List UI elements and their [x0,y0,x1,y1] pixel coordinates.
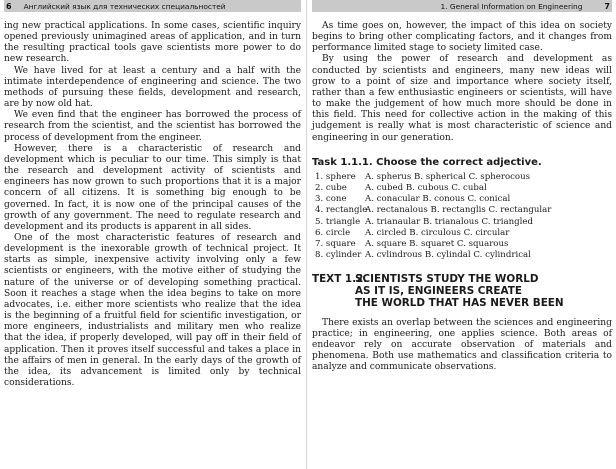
task-word: 2. cube [315,183,347,194]
task-options: A. cubed B. cubous C. cubal [365,183,487,194]
left-paragraph-4: However, there is a characteristic of research and development which is peculiar to our time. This simply is that the research and development activity of scientists and engineers has now grown to such proportions that it is a major concern of all citizens. It is something big enough to be governed. In fact, it is now one of the principal causes of the growth of any government. The need to regulate research and development and its products is apparent in all sides. [4,143,301,232]
task-item [312,228,612,239]
task-item [312,183,612,194]
task-item [312,217,612,228]
left-paragraph-1: ing new practical applications. In some cases, scientific inquiry opened previously unimagined areas of application, and in turn the resulting practical tools gave scientists more power to do new research. [4,21,301,65]
section-heading [312,273,612,310]
task-list [312,172,612,262]
task-options: A. cvlindrous B. cylindal C. cylindrical [365,250,531,261]
task-options: A. trianaular B. trianalous C. triangled [365,216,534,227]
section-title-line-3: THE WORLD THAT HAS NEVER BEEN [355,297,564,310]
task-item [312,172,612,183]
task-word: 6. circle [315,227,351,238]
task-options: A. spherus B. spherical C. spherocous [365,171,531,182]
task-heading: Task 1.1.1. Choose the correct adjective. [312,156,542,168]
task-word: 5. triangle [315,216,361,227]
right-paragraph-2: By using the power of research and development as conducted by scientists and engineers, many new ideas will grow to a point of size and importance where society itself, rather than a few enthusiastic engineers or scientists, will have to make the judgement of how much more should be done in this field. This need for collective action in the making of this judgement is really what is most characteristic of science and engineering in our generation. [312,54,612,143]
task-item [312,250,612,261]
task-options: A. circled B. circulous C. circular [365,227,510,238]
task-word: 8. cylinder [315,250,362,261]
task-item [312,239,612,250]
left-page-number: 6 [6,1,12,11]
left-paragraph-3: We even find that the engineer has borrowed the process of research from the scientist, and the scientist has borrowed the process of development from the engineer. [4,110,301,143]
task-options: A. square B. squaret C. squarous [365,239,509,250]
task-word: 4. rectangle [315,205,368,216]
left-running-title: Английский язык для технических специальностей [23,1,226,11]
section-title [352,273,612,310]
left-paragraph-5: One of the most characteristic features of research and development is the inexorable growth of technical project. It starts as simple, inexpensive activity involving only a few scientists or engineers, with the motive either of studying the nature of the universe or of developing something practical. Soon it reaches a stage when the idea begins to take on more advocates, i.e. either more scientists who realize that the idea is the beginning of a fruitful field for scientific investigation, or more engineers, industrialists and military men who realize that the idea, if properly developed, will pay off in their field of application. Then it proves itself successful and takes a place in the affairs of men in general. In the early days of the growth of the idea, its advancement is limited only by technical considerations. [4,232,301,388]
right-running-title: 1. General Information on Engineering [440,1,583,11]
left-running-head [4,0,301,12]
page-gutter [306,0,307,469]
right-page [312,0,612,469]
right-running-head [312,0,612,12]
task-word: 3. cone [315,194,347,205]
left-paragraph-2: We have lived for at least a century and a half with the intimate interdependence of engineering and science. The two methods of pursuing these fields, development and research, are by now old hat. [4,65,301,110]
task-item [312,205,612,216]
right-body-text [312,21,612,374]
task-options: A. rectanalous B. rectanglis C. rectangular [365,205,552,216]
section-paragraph: There exists an overlap between the sciences and engineering practice; in engineering, one applies science. Both areas of endeavor rely on accurate observation of materials and phenomena. Both use mathematics and classification criteria to analyze and communicate observations. [312,317,612,373]
task-options: A. conacular B. conous C. conical [365,194,511,205]
section-title-line-1: SCIENTISTS STUDY THE WORLD [355,272,539,285]
left-page [4,0,301,469]
section-title-line-2: AS IT IS, ENGINEERS CREATE [355,284,522,297]
task-item [312,194,612,205]
right-page-number: 7 [604,1,610,11]
section-label: TEXT 1.2. [312,272,368,285]
task-word: 7. square [315,239,356,250]
right-paragraph-1: As time goes on, however, the impact of this idea on society begins to bring other complicating factors, and it changes from performance limited stage to society limited case. [312,21,612,54]
left-body-text [4,21,301,389]
task-word: 1. sphere [315,171,356,182]
